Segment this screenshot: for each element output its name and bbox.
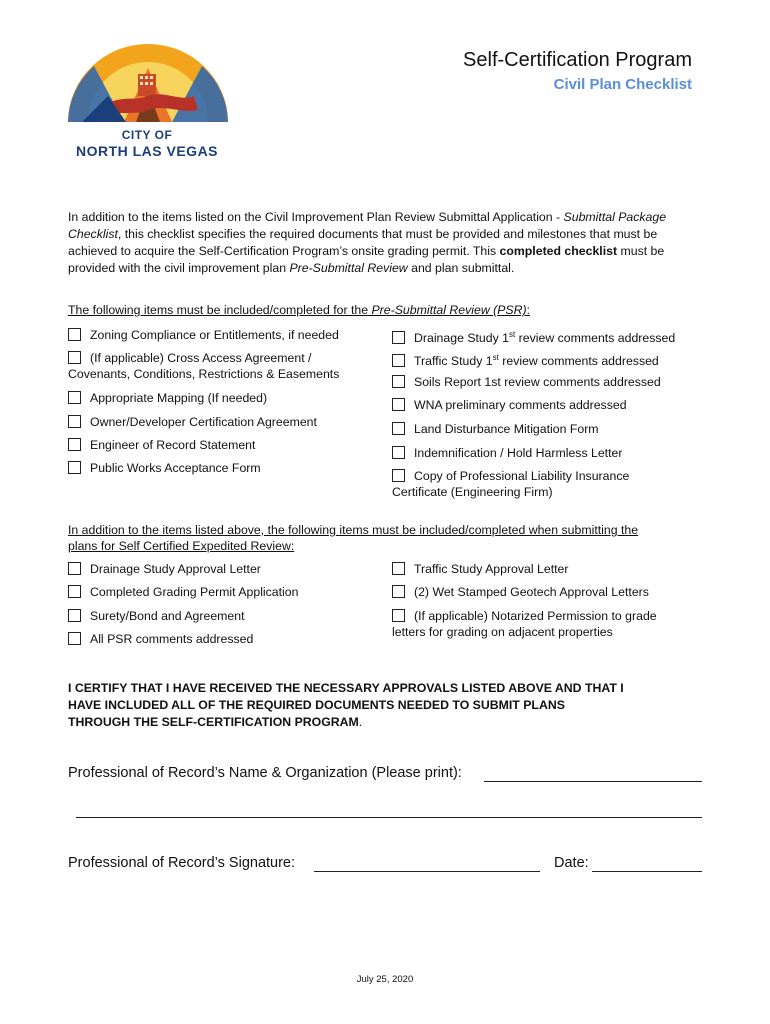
cert-line-1: I CERTIFY THAT I HAVE RECEIVED THE NECESSARY APPROVALS LISTED ABOVE AND THAT I (68, 681, 624, 695)
checkbox[interactable] (392, 609, 405, 622)
psr-heading-c: : (526, 303, 531, 317)
checkbox[interactable] (68, 351, 81, 364)
cert-line-3: THROUGH THE SELF-CERTIFICATION PROGRAM (68, 715, 359, 729)
item-label-sup: st (492, 353, 499, 362)
checkbox[interactable] (392, 446, 405, 459)
checkbox-item-soils-report[interactable] (392, 374, 661, 390)
item-label: Engineer of Record Statement (90, 438, 256, 452)
psr-heading-b: Pre-Submittal Review (PSR) (371, 303, 527, 317)
checkbox[interactable] (392, 469, 405, 482)
checkbox[interactable] (392, 375, 405, 388)
item-label-a: Traffic Study 1 (414, 354, 493, 369)
checkbox[interactable] (392, 562, 405, 575)
item-label: Land Disturbance Mitigation Form (414, 422, 599, 436)
cert-period: . (358, 715, 363, 729)
item-label: Owner/Developer Certification Agreement (90, 415, 317, 429)
item-label: WNA preliminary comments addressed (414, 398, 627, 412)
checkbox-item-drainage-review[interactable] (392, 327, 675, 346)
checkbox-item-psr-comments[interactable] (68, 631, 253, 647)
checkbox-item-traffic-approval[interactable] (392, 561, 568, 577)
checkbox-item-engineer-statement[interactable] (68, 437, 255, 453)
checkbox-item-drainage-approval[interactable] (68, 561, 261, 577)
checkbox-item-surety-bond[interactable] (68, 608, 245, 624)
item-label: Soils Report 1st review comments addressed (414, 375, 661, 389)
item-label-a: Drainage Study 1 (414, 331, 510, 346)
checkbox-item-cross-access[interactable] (68, 350, 311, 366)
item-label: Zoning Compliance or Entitlements, if needed (90, 328, 339, 342)
page-subtitle: Civil Plan Checklist (553, 76, 692, 93)
page-title: Self-Certification Program (463, 49, 692, 71)
certification-statement (68, 680, 708, 731)
item-label: (If applicable) Cross Access Agreement / (90, 351, 312, 365)
checkbox-item-land-disturbance[interactable] (392, 421, 599, 437)
item-label-sup: st (509, 330, 516, 339)
checkbox[interactable] (68, 632, 81, 645)
footer-date: July 25, 2020 (356, 974, 414, 985)
cert-line-3-wrap (68, 714, 708, 731)
item-label-continued: Covenants, Conditions, Restrictions & Easements (68, 367, 340, 381)
checkbox-item-traffic-review[interactable] (392, 350, 659, 369)
item-label: All PSR comments addressed (90, 632, 254, 646)
logo-text-city-of: CITY OF (121, 128, 173, 142)
checkbox[interactable] (392, 354, 405, 367)
checkbox-item-public-works[interactable] (68, 460, 261, 476)
item-label: Completed Grading Permit Application (90, 585, 299, 599)
checkbox[interactable] (68, 391, 81, 404)
item-label: Public Works Acceptance Form (90, 461, 261, 475)
intro-text-4: completed checklist (499, 244, 618, 258)
item-label-continued: Certificate (Engineering Firm) (392, 485, 553, 499)
intro-text-7: and plan submittal. (407, 261, 515, 275)
item-label: Copy of Professional Liability Insurance (414, 469, 630, 483)
item-label-b: review comments addressed (515, 331, 676, 346)
checkbox-item-mapping[interactable] (68, 390, 267, 406)
name-field-label: Professional of Record’s Name & Organization (Please print): (68, 765, 462, 781)
item-label: Surety/Bond and Agreement (90, 609, 245, 623)
intro-text-5: must be provided with the civil improvement plan (68, 244, 665, 275)
signature-field-label: Professional of Record’s Signature: (68, 855, 296, 871)
item-label: Drainage Study Approval Letter (90, 562, 261, 576)
checkbox[interactable] (392, 331, 405, 344)
checkbox[interactable] (68, 438, 81, 451)
intro-text-6: Pre-Submittal Review (289, 261, 408, 275)
item-label: Appropriate Mapping (If needed) (90, 391, 268, 405)
expedited-heading-line2: plans for Self Certified Expedited Review: (68, 539, 295, 553)
psr-heading-a: The following items must be included/completed for the (68, 303, 372, 317)
checkbox-item-wna[interactable] (392, 397, 627, 413)
intro-text-1: In addition to the items listed on the Civil Improvement Plan Review Submittal Application - (68, 210, 564, 224)
checkbox[interactable] (392, 422, 405, 435)
item-label: Indemnification / Hold Harmless Letter (414, 446, 623, 460)
checkbox-item-zoning[interactable] (68, 327, 339, 343)
item-label: (If applicable) Notarized Permission to grade (414, 609, 657, 623)
checkbox-item-indemnification[interactable] (392, 445, 622, 461)
checkbox[interactable] (68, 609, 81, 622)
checkbox[interactable] (392, 585, 405, 598)
intro-paragraph (68, 209, 688, 277)
checkbox[interactable] (68, 562, 81, 575)
checkbox-item-notarized-permission[interactable] (392, 608, 657, 624)
item-label: Traffic Study Approval Letter (414, 562, 569, 576)
name-field-line[interactable] (484, 781, 702, 782)
cert-line-2: HAVE INCLUDED ALL OF THE REQUIRED DOCUMENTS NEEDED TO SUBMIT PLANS (68, 698, 565, 712)
checkbox[interactable] (392, 398, 405, 411)
checkbox-item-geotech-letters[interactable] (392, 584, 649, 600)
signature-field-line[interactable] (314, 871, 540, 872)
psr-heading (68, 302, 688, 319)
checkbox[interactable] (68, 585, 81, 598)
logo-text-north-las-vegas: NORTH LAS VEGAS (75, 143, 219, 159)
checkbox[interactable] (68, 328, 81, 341)
item-label-continued: letters for grading on adjacent properties (392, 625, 613, 639)
item-label: (2) Wet Stamped Geotech Approval Letters (414, 585, 649, 599)
intro-text-2: Submittal Package Checklist (68, 210, 667, 241)
checkbox-item-grading-permit[interactable] (68, 584, 298, 600)
intro-text-3: , this checklist specifies the required documents that must be provided and milestones that must be achieved to acquire the Self-Certification Program’s onsite grading permit. This (68, 227, 658, 258)
item-label-b: review comments addressed (498, 354, 659, 369)
checkbox-item-owner-developer[interactable] (68, 414, 317, 430)
name-field-line-2[interactable] (76, 817, 702, 818)
date-field-line[interactable] (592, 871, 702, 872)
checkbox-item-liability-insurance[interactable] (392, 468, 629, 484)
checkbox[interactable] (68, 415, 81, 428)
expedited-heading-line1: In addition to the items listed above, the following items must be included/completed when submitting the (68, 523, 639, 537)
date-field-label: Date: (554, 855, 589, 871)
checkbox[interactable] (68, 461, 81, 474)
